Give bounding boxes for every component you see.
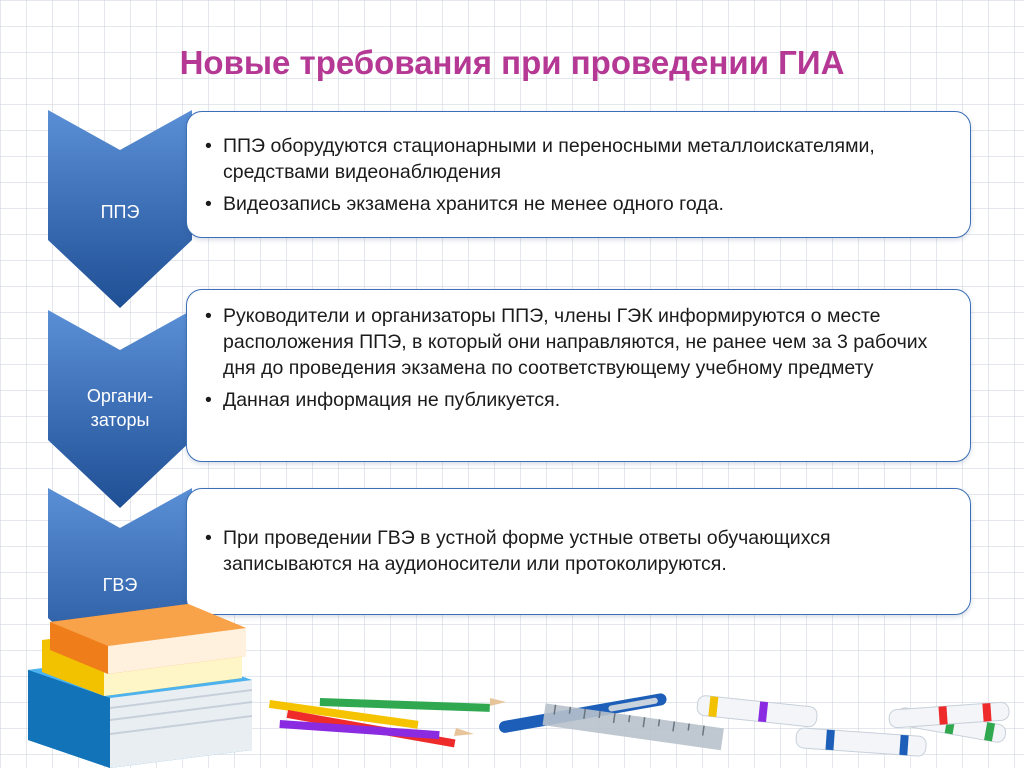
bullet-ppe-2: • Видеозапись экзамена хранится не менее одного года. bbox=[205, 191, 952, 217]
bullet-organizers-2: • Данная информация не публикуется. bbox=[205, 387, 952, 413]
chevron-organizers-label bbox=[48, 384, 192, 432]
bullet-organizers-1: • Руководители и организаторы ППЭ, члены ГЭК информируются о месте расположения ППЭ, в который они направляются, не ранее чем за 3 рабочих дня до проведения экзамена по соответствующему учебному предмету bbox=[205, 303, 952, 381]
panel-organizers bbox=[186, 289, 971, 462]
chevron-organizers-label-line2: заторы bbox=[90, 410, 150, 430]
markers-icon bbox=[690, 680, 1024, 768]
books-icon bbox=[20, 600, 260, 768]
bullet-gve-1: • При проведении ГВЭ в устной форме устные ответы обучающихся записываются на аудионосители или протоколируются. bbox=[205, 525, 952, 577]
bullet-ppe-1: • ППЭ оборудуются стационарными и переносными металлоискателями, средствами видеонаблюдения bbox=[205, 133, 952, 185]
panel-ppe bbox=[186, 111, 971, 238]
chevron-gve-label: ГВЭ bbox=[102, 575, 138, 595]
slide-title: Новые требования при проведении ГИА bbox=[179, 44, 845, 81]
panel-gve bbox=[186, 488, 971, 615]
chevron-ppe-label: ППЭ bbox=[100, 202, 140, 222]
chevron-organizers-label-line1: Органи- bbox=[86, 386, 154, 406]
pencils-icon bbox=[260, 692, 510, 762]
